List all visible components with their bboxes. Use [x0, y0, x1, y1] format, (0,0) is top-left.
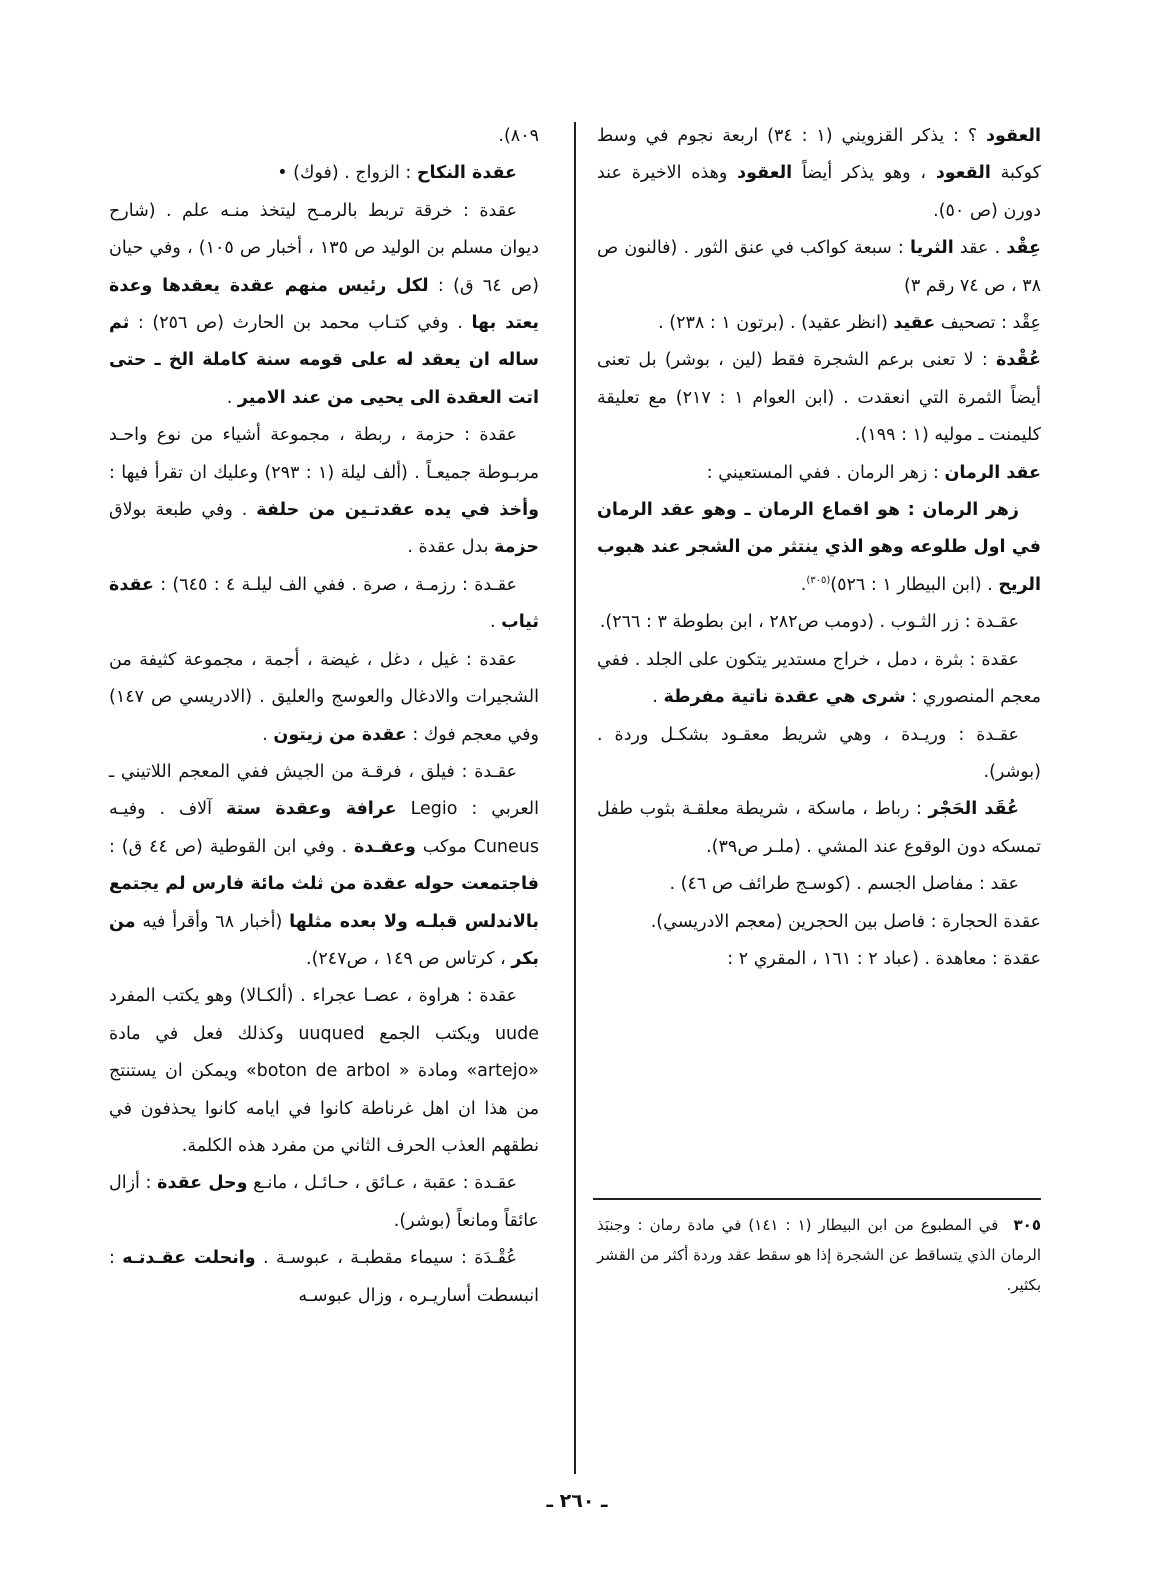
- entry-term: الثريا: [910, 238, 954, 259]
- entry-paragraph: [109, 1240, 539, 1315]
- entry-term: من بكر: [109, 911, 539, 969]
- entry-text: : الزواج . (فوك) •: [277, 163, 417, 184]
- entry-text: عقدة : غيل ، دغل ، غيضة ، أجمة ، مجموعة كثيفة من الشجيرات والادغال والعوسج والعليق . (الادريسي ص ١٤٧) وفي معجم فوك :: [109, 649, 539, 745]
- footnote-number: ٣٠٥: [1013, 1216, 1041, 1234]
- entry-paragraph: [597, 642, 1041, 717]
- entry-text: .: [262, 724, 274, 745]
- entry-text: عقـدة : وريـدة ، وهي شريط معقـود بشكـل وردة . (بوشر).: [597, 724, 1041, 782]
- entry-term: عُقَد الحَجْر: [928, 799, 1020, 820]
- left-column: [109, 118, 539, 1315]
- entry-term: عُقْدة: [996, 350, 1041, 371]
- entry-paragraph: [109, 754, 539, 978]
- entry-term: عقدة من زيتون: [273, 724, 407, 745]
- entry-text: بدل عقدة .: [407, 537, 495, 558]
- entry-term: عِقْد: [1006, 238, 1041, 259]
- entry-paragraph: [597, 904, 1041, 941]
- entry-text: . وفي ابن القوطية (ص ٤٤ ق) :: [109, 836, 355, 857]
- entry-paragraph: [109, 193, 539, 417]
- entry-text: عقـدة : رزمـة ، صرة . ففي الف ليلـة ٤ : ٦٤٥) :: [154, 574, 517, 595]
- entry-term: وحل عقدة: [157, 1173, 248, 1194]
- page-number: ـ ٢٦٠ ـ: [546, 1490, 608, 1512]
- entry-text: عُقْـدَة : سيماء مقطبـة ، عبوسـة .: [255, 1248, 517, 1269]
- footnote: [597, 1210, 1041, 1300]
- entry-text: .: [800, 574, 807, 595]
- entry-term: وعقـدة: [354, 836, 416, 857]
- entry-paragraph: [597, 455, 1041, 492]
- entry-paragraph: [597, 604, 1041, 641]
- entry-paragraph: [109, 567, 539, 642]
- entry-text: عقدة : حزمة ، ربطة ، مجموعة أشياء من نوع واحـد مربـوطة جميعـاً . (ألف ليلة (١ : ٢٩٣) وعليك ان تقرأ فيها :: [109, 425, 539, 483]
- entry-paragraph: [109, 417, 539, 567]
- footnote-text: في المطبوع من ابن البيطار (١ : ١٤١) في مادة رمان : وجنبَذ الرمان الذي يتساقط عن الشجرة إذا هو سقط عقد وردة أكثر من القشر بكثير.: [597, 1216, 1041, 1294]
- entry-text: عقدة : خرقة تربط بالرمـح ليتخذ منـه علم . (شارح ديوان مسلم بن الوليد ص ١٣٥ ، أخبار ص ١٠٥) ، وفي حيان (ص ٦٤ ق) :: [109, 200, 539, 296]
- entry-term: شرى هي عقدة ناتية مفرطة: [663, 687, 906, 708]
- entry-text: . (ابن البيطار ١ : ٥٢٦): [830, 574, 999, 595]
- entry-term: وانحلت عقـدتـه: [122, 1248, 256, 1269]
- entry-text: . وفي طبعة بولاق: [109, 500, 257, 521]
- entry-text: (انظر عقيد) . (برتون ١ : ٢٣٨) .: [658, 313, 894, 334]
- entry-term: القعود: [935, 163, 991, 184]
- entry-text: عقـدة : عقبة ، عـائق ، حـائـل ، مانـع: [247, 1173, 517, 1194]
- entry-paragraph: [597, 492, 1041, 604]
- entry-paragraph: [109, 642, 539, 754]
- entry-text: ، وهو يذكر أيضاً: [792, 163, 936, 184]
- entry-paragraph: [597, 230, 1041, 305]
- entry-term: عقدة النكاح: [416, 163, 517, 184]
- entry-text: عقد : مفاصل الجسم . (كوسـج طرائف ص ٤٦) .: [669, 874, 1019, 895]
- entry-paragraph: [597, 717, 1041, 792]
- entry-paragraph: [597, 305, 1041, 342]
- entry-text: : زهر الرمان . ففي المستعيني :: [706, 462, 945, 483]
- entry-paragraph: [597, 941, 1041, 978]
- entry-text: عقدة الحجارة : فاصل بين الحجرين (معجم الادريسي).: [650, 911, 1041, 932]
- entry-text: .: [652, 687, 664, 708]
- entry-text: : رباط ، ماسكة ، شريطة معلقـة بثوب طفل تمسكه دون الوقوع عند المشي . (ملـر ص٣٩).: [597, 799, 1041, 857]
- entry-term: العقود: [737, 163, 793, 184]
- entry-text: (أخبار ٦٨ وأقرأ فيه: [135, 911, 290, 932]
- entry-paragraph: [597, 866, 1041, 903]
- entry-text: وهذه الاخيرة عند دورن (ص ٥٠).: [597, 163, 1041, 221]
- entry-paragraph: [597, 791, 1041, 866]
- entry-text: عقدة : هراوة ، عصـا عجراء . (ألكـالا) وهو يكتب المفرد uude ويكتب الجمع uuqued وكذلك فعل في مادة «artejo» ومادة « boton de arbol» ويمكن ان يستنتج من هذا ان اهل غرناطة كانوا في ايامه كانوا يحذفون في نطقهم العذب الحرف الثاني من مفرد هذه الكلمة.: [109, 986, 540, 1156]
- entry-term: وأخذ في يده عقدتـين من حلفة: [256, 500, 539, 521]
- entry-text: : سبعة كواكب في عنق الثور . (فالنون ص ٣٨ ، ص ٧٤ رقم ٣): [597, 238, 1041, 296]
- entry-paragraph: [597, 342, 1041, 454]
- entry-term: عقدة ثياب: [109, 574, 539, 633]
- entry-text: ، كرتاس ص ١٤٩ ، ص٢٤٧).: [306, 948, 512, 969]
- entry-paragraph: [597, 118, 1041, 230]
- entry-term: زهر الرمان : هو اقماع الرمان ـ وهو عقد الرمان في اول طلوعه وهو الذي ينتثر من الشجر عند هبوب الريح: [597, 500, 1041, 595]
- entry-text: عقـدة : زر الثـوب . (دومب ص٢٨٢ ، ابن بطوطة ٣ : ٢٦٦).: [599, 612, 1019, 633]
- entry-term: ثم ساله ان يعقد له على قومه سنة كاملة الخ ـ حتى اتت العقدة الى يحيى من عند الامير: [109, 313, 539, 408]
- footnote-reference: (٣٠٥): [806, 575, 831, 587]
- entry-text: : لا تعنى برعم الشجرة فقط (لين ، بوشر) بل تعنى أيضاً الثمرة التي انعقدت . (ابن العوام ١ : ٢١٧) مع تعليقة كليمنت ـ موليه (١ : ١٩٩).: [597, 350, 1041, 446]
- right-column: [597, 118, 1041, 978]
- entry-term: لكل رئيس منهم عقدة يعقدها وعدة يعتد بها: [109, 275, 539, 334]
- entry-term: فاجتمعت حوله عقدة من ثلث مائة فارس لم يجتمع بالاندلس قبلـه ولا بعده مثلها: [109, 874, 539, 932]
- entry-text: عِقْد : تصحيف: [935, 313, 1041, 334]
- entry-text: ٨٠٩).: [498, 126, 539, 146]
- entry-term: عرافة وعقدة ستة: [225, 799, 397, 820]
- entry-paragraph: [109, 155, 539, 192]
- entry-text: . وفي كتـاب محمد بن الحارث (ص ٢٥٦) :: [129, 313, 472, 334]
- entry-term: عقيد: [893, 313, 936, 334]
- entry-text: : أزال عائقاً ومانعاً (بوشر).: [109, 1173, 539, 1231]
- column-divider: [574, 122, 576, 1474]
- entry-paragraph: [109, 1165, 539, 1240]
- entry-text: عقدة : معاهدة . (عباد ٢ : ١٦١ ، المقري ٢ :: [727, 948, 1041, 969]
- entry-text: عقدة : بثرة ، دمل ، خراج مستدير يتكون على الجلد . ففي معجم المنصوري :: [597, 649, 1041, 708]
- entry-text: آلاف . وفيـه Cuneus موكب: [109, 799, 539, 857]
- entry-text: عقـدة : فيلق ، فرقـة من الجيش ففي المعجم اللاتيني ـ العربي : Legio: [109, 761, 539, 820]
- footnote-paragraph: [597, 1210, 1041, 1300]
- entry-paragraph: [109, 118, 539, 155]
- entry-term: عقد الرمان: [944, 462, 1041, 483]
- entry-text: : انبسطت أساريـره ، وزال عبوسـه: [109, 1248, 539, 1306]
- entry-text: .: [489, 612, 502, 633]
- entry-text: .: [226, 387, 238, 408]
- entry-term: حزمة: [494, 537, 539, 558]
- entry-text: ؟ : يذكر القزويني (١ : ٣٤) اربعة نجوم في وسط كوكبة: [597, 126, 1042, 184]
- entry-paragraph: [109, 978, 539, 1165]
- entry-term: العقود: [986, 126, 1041, 146]
- entry-text: . عقد: [953, 238, 1007, 259]
- footnote-rule: [593, 1198, 1041, 1200]
